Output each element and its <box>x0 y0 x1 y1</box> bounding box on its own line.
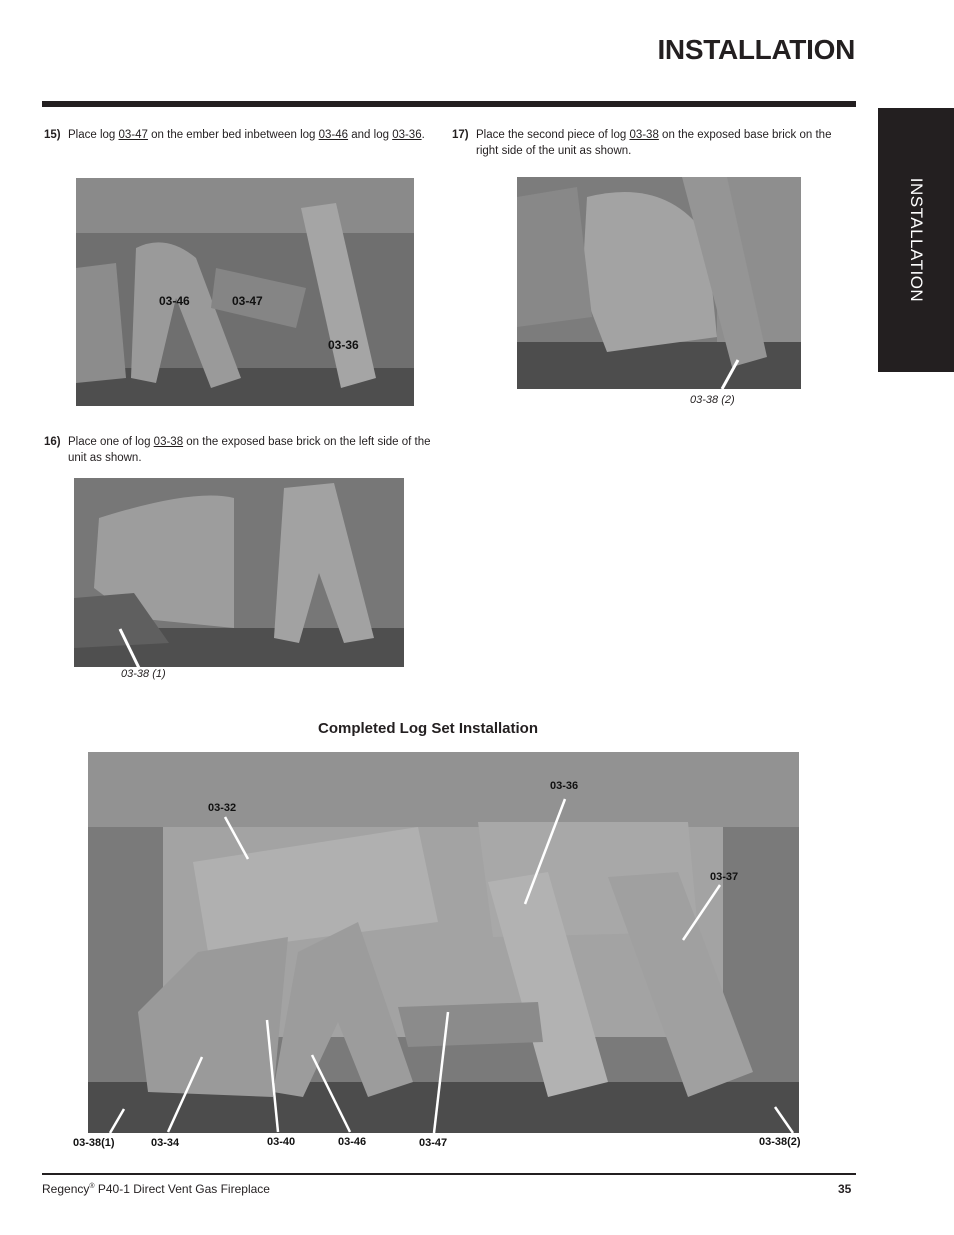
step-text: on the ember bed inbetween log <box>147 129 319 141</box>
log-label: 03-37 <box>710 871 739 883</box>
step-number: 15) <box>44 129 61 141</box>
log-label: 03-36 <box>550 780 579 792</box>
side-tab-label: INSTALLATION <box>907 177 926 303</box>
log-ref-link[interactable]: 03-36 <box>392 129 422 141</box>
registered-mark: ® <box>89 1183 95 1190</box>
log-photo-step-15 <box>76 178 414 406</box>
step-number: 16) <box>44 436 61 448</box>
log-label: 03-36 <box>328 338 359 352</box>
photo-caption: 03-38 (2) <box>690 394 735 406</box>
log-photo-step-17 <box>517 177 801 389</box>
step-text: and log <box>348 129 393 141</box>
step-text: on the exposed base brick on the right side of the unit as shown. <box>476 129 832 157</box>
footer-product <box>42 1182 270 1196</box>
page-number: 35 <box>838 1182 852 1196</box>
step-15 <box>44 127 434 143</box>
footer-brand: Regency <box>42 1182 90 1196</box>
log-label: 03-47 <box>419 1137 448 1149</box>
step-16 <box>44 434 436 466</box>
footer-divider <box>42 1173 856 1175</box>
log-ref-link[interactable]: 03-47 <box>118 129 148 141</box>
header-divider <box>42 101 856 107</box>
log-label: 03-38(1) <box>73 1137 115 1149</box>
step-text: . <box>421 129 425 141</box>
log-label: 03-47 <box>232 294 263 308</box>
page-title: INSTALLATION <box>657 34 855 65</box>
completed-heading: Completed Log Set Installation <box>318 720 539 737</box>
step-text: on the exposed base brick on the left side of the unit as shown. <box>68 436 431 464</box>
log-ref-link[interactable]: 03-38 <box>629 129 659 141</box>
step-17 <box>452 127 844 159</box>
completed-log-set-photo <box>88 752 799 1133</box>
log-label: 03-34 <box>151 1137 180 1149</box>
log-label: 03-46 <box>338 1136 367 1148</box>
log-photo-step-16 <box>74 478 404 667</box>
footer-product-name: P40-1 Direct Vent Gas Fireplace <box>94 1182 270 1196</box>
log-label: 03-32 <box>208 802 237 814</box>
step-text: Place one of log <box>68 436 154 448</box>
log-label: 03-38(2) <box>759 1136 801 1148</box>
step-number: 17) <box>452 129 469 141</box>
photo-caption: 03-38 (1) <box>121 668 166 680</box>
step-text: Place the second piece of log <box>476 129 630 141</box>
log-ref-link[interactable]: 03-38 <box>153 436 184 448</box>
step-text: Place log <box>68 129 119 141</box>
log-label: 03-40 <box>267 1136 296 1148</box>
log-ref-link[interactable]: 03-46 <box>318 129 349 141</box>
section-side-tab <box>878 108 954 372</box>
log-label: 03-46 <box>159 294 190 308</box>
